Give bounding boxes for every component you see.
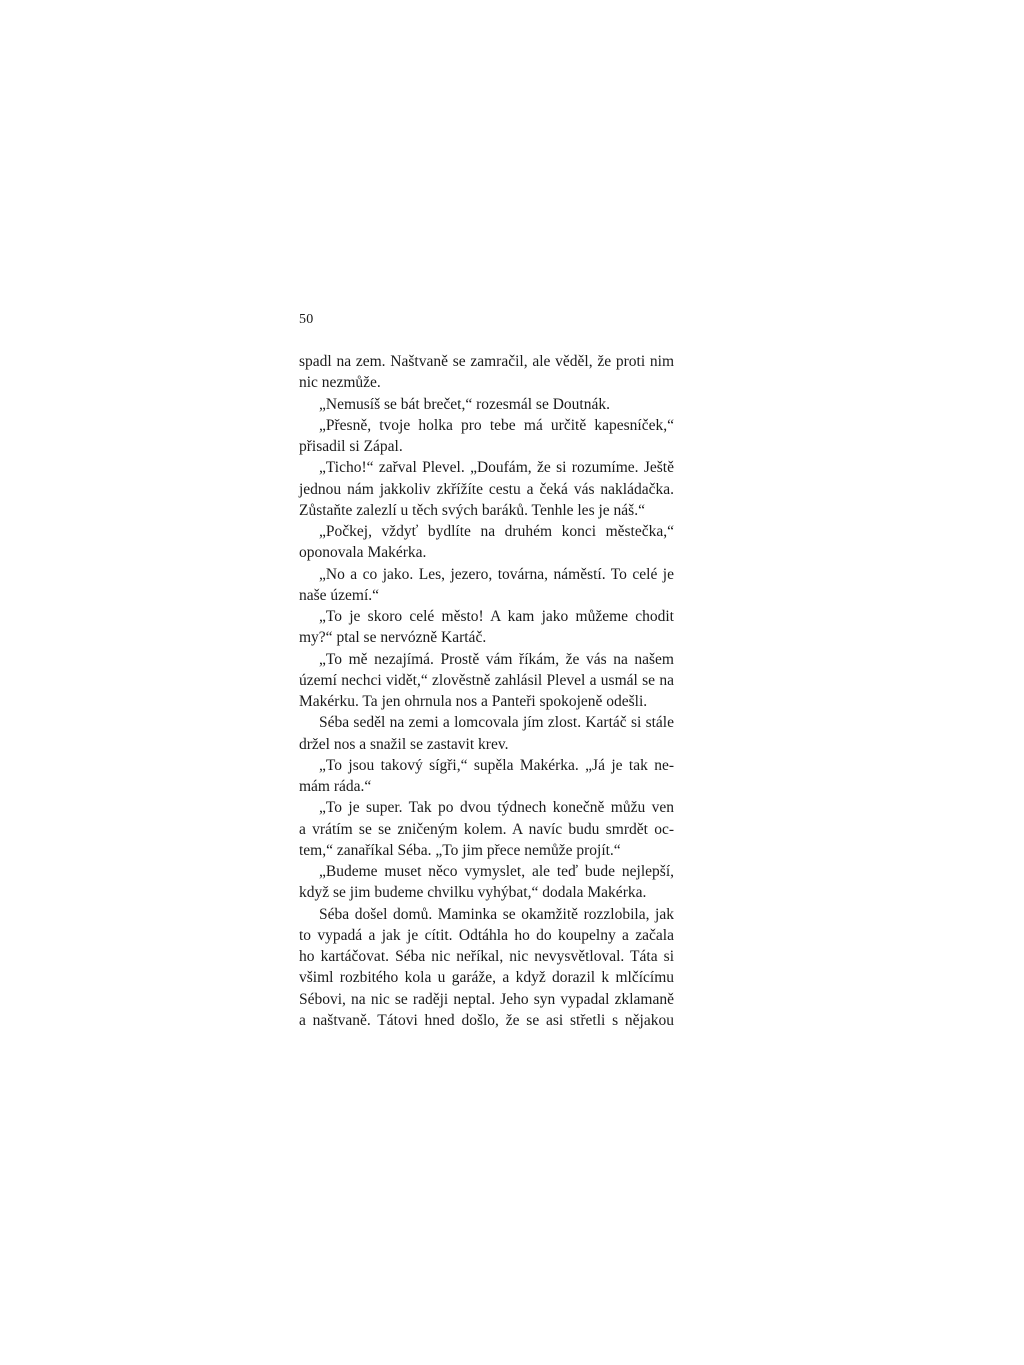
text-line: „Počkej, vždyť bydlíte na druhém konci městečka,“ [319, 523, 674, 540]
text-line: „To je super. Tak po dvou týdnech konečně můžu ven [319, 799, 674, 817]
text-line: naše území.“ [299, 586, 380, 604]
text-line: spadl na zem. Naštvaně se zamračil, ale věděl, že proti nim [299, 353, 674, 370]
text-line: a vrátím se se zničeným kolem. A navíc budu smrdět oc- [299, 820, 674, 838]
text-line: jednou nám jakkoliv zkřížíte cestu a čeká vás nakládačka. [299, 480, 674, 498]
page-number: 50 [299, 312, 314, 327]
body-text [299, 351, 674, 1031]
text-line: „Ticho!“ zařval Plevel. „Doufám, že si rozumíme. Ještě [319, 459, 674, 477]
text-line: oponovala Makérka. [299, 544, 427, 562]
text-line: Zůstaňte zalezlí u těch svých baráků. Tenhle les je náš.“ [299, 501, 645, 519]
text-line: a naštvaně. Tátovi hned došlo, že se asi střetli s nějakou [299, 1011, 674, 1029]
text-line: mám ráda.“ [299, 778, 372, 795]
text-line: když se jim budeme chvilku vyhýbat,“ dodala Makérka. [299, 884, 647, 902]
text-line: tem,“ zanaříkal Séba. „To jim přece nemůže projít.“ [299, 841, 621, 859]
text-line: Sébovi, na nic se raději neptal. Jeho syn vypadal zklamaně [299, 990, 674, 1008]
text-line: Séba seděl na zemi a lomcovala jím zlost. Kartáč si stále [319, 714, 674, 732]
text-line: nic nezmůže. [299, 374, 381, 392]
text-line: my?“ ptal se nervózně Kartáč. [299, 629, 487, 647]
text-line: všiml rozbitého kola u garáže, a když dorazil k mlčícímu [299, 969, 674, 987]
text-line: území nechci vidět,“ zlověstně zahlásil Plevel a usmál se na [299, 671, 674, 689]
text-line: Makérku. Ta jen ohrnula nos a Panteři spokojeně odešli. [299, 693, 648, 710]
text-line: „To mě nezajímá. Prostě vám říkám, že vás na našem [319, 650, 674, 668]
text-line: „Nemusíš se bát brečet,“ rozesmál se Doutnák. [319, 395, 610, 413]
text-line: „To je skoro celé město! A kam jako můžeme chodit [319, 608, 674, 625]
text-line: „Budeme muset něco vymyslet, ale teď bude nejlepší, [319, 863, 674, 880]
text-line: držel nos a snažil se zastavit krev. [299, 735, 509, 753]
text-line: ho kartáčovat. Séba nic neříkal, nic nevysvětloval. Táta si [299, 948, 674, 965]
text-line: „To jsou takový sígři,“ supěla Makérka. „Já je tak ne- [319, 756, 674, 774]
text-line: Séba došel domů. Maminka se okamžitě rozzlobila, jak [319, 905, 674, 923]
text-line: přisadil si Zápal. [299, 438, 403, 455]
text-line: „Přesně, tvoje holka pro tebe má určitě kapesníček,“ [319, 416, 674, 434]
text-line: „No a co jako. Les, jezero, továrna, náměstí. To celé je [319, 565, 674, 583]
text-line: to vypadá a jak je cítit. Odtáhla ho do koupelny a začala [299, 926, 674, 944]
